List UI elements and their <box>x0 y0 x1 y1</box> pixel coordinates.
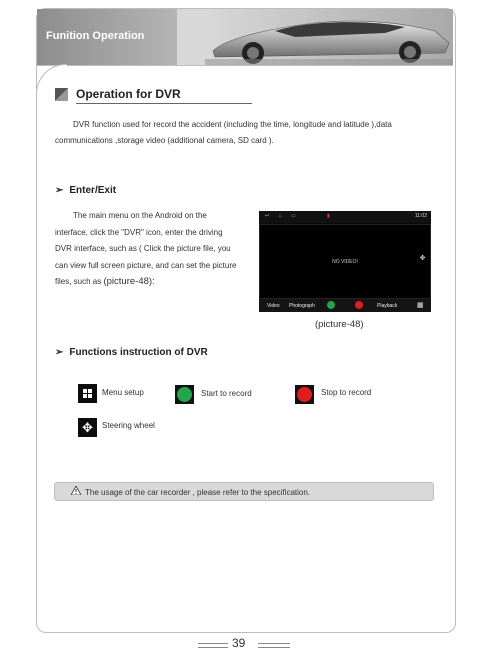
page-number: 39 <box>232 636 246 650</box>
dvr-photograph-tab[interactable]: Photograph <box>289 303 315 309</box>
enter-exit-text: The main menu on the Android on the interface, click the "DVR" icon, enter the driving DVR interface, such as ( Click the picture file, you can view full screen picture, and can set the picture files, such as <box>55 211 237 286</box>
red-stop-icon <box>295 385 314 404</box>
page-line-right <box>258 643 290 648</box>
stop-record-label: Stop to record <box>321 388 372 397</box>
dvr-playback-tab[interactable]: Playback <box>377 303 398 309</box>
dvr-start-record-icon[interactable] <box>327 301 335 309</box>
note-text: The usage of the car recorder , please refer to the specification. <box>85 488 311 497</box>
enter-exit-title: Enter/Exit <box>69 185 117 196</box>
section-marker-icon <box>55 88 68 101</box>
steering-wheel-label: Steering wheel <box>102 421 155 430</box>
status-icons: ↩ ⌂ ▭ <box>265 213 300 219</box>
dvr-time: 11:02 <box>414 213 427 219</box>
dvr-screenshot <box>259 211 431 312</box>
functions-heading <box>55 347 208 358</box>
enter-exit-paragraph <box>55 208 237 291</box>
move-icon: ✥ <box>78 418 97 437</box>
section-title <box>55 87 181 101</box>
record-indicator-icon: ▮ <box>327 213 330 219</box>
arrow-icon: ➢ <box>55 347 64 358</box>
picture-caption: (picture-48) <box>315 319 364 330</box>
picture-reference: (picture-48): <box>103 276 155 287</box>
dvr-bottom-bar <box>259 299 431 312</box>
grid-icon <box>78 384 97 403</box>
page-line-left <box>198 643 228 648</box>
dvr-grid-icon[interactable]: ▦ <box>417 302 424 309</box>
start-record-label: Start to record <box>201 389 252 398</box>
move-icon: ✥ <box>419 255 426 262</box>
section-title-underline <box>76 103 252 104</box>
enter-exit-heading <box>55 185 116 196</box>
arrow-icon: ➢ <box>55 185 64 196</box>
warning-icon <box>71 486 81 495</box>
car-image <box>205 9 453 65</box>
dvr-stop-record-icon[interactable] <box>355 301 363 309</box>
dvr-status-bar <box>259 211 431 223</box>
intro-paragraph: DVR function used for record the accident (including the time, longitude and latitude ),data communications ,storage video (additional camera, SD card ). <box>55 120 392 145</box>
no-video-label: NO VIDEO! <box>332 259 358 265</box>
menu-setup-label: Menu setup <box>102 388 144 397</box>
section-title-text: Operation for DVR <box>76 87 181 101</box>
header-title: Funition Operation <box>46 30 145 42</box>
functions-title: Functions instruction of DVR <box>69 347 208 358</box>
page-frame <box>36 8 456 633</box>
green-record-icon <box>175 385 194 404</box>
dvr-video-tab[interactable]: Video <box>267 303 280 309</box>
